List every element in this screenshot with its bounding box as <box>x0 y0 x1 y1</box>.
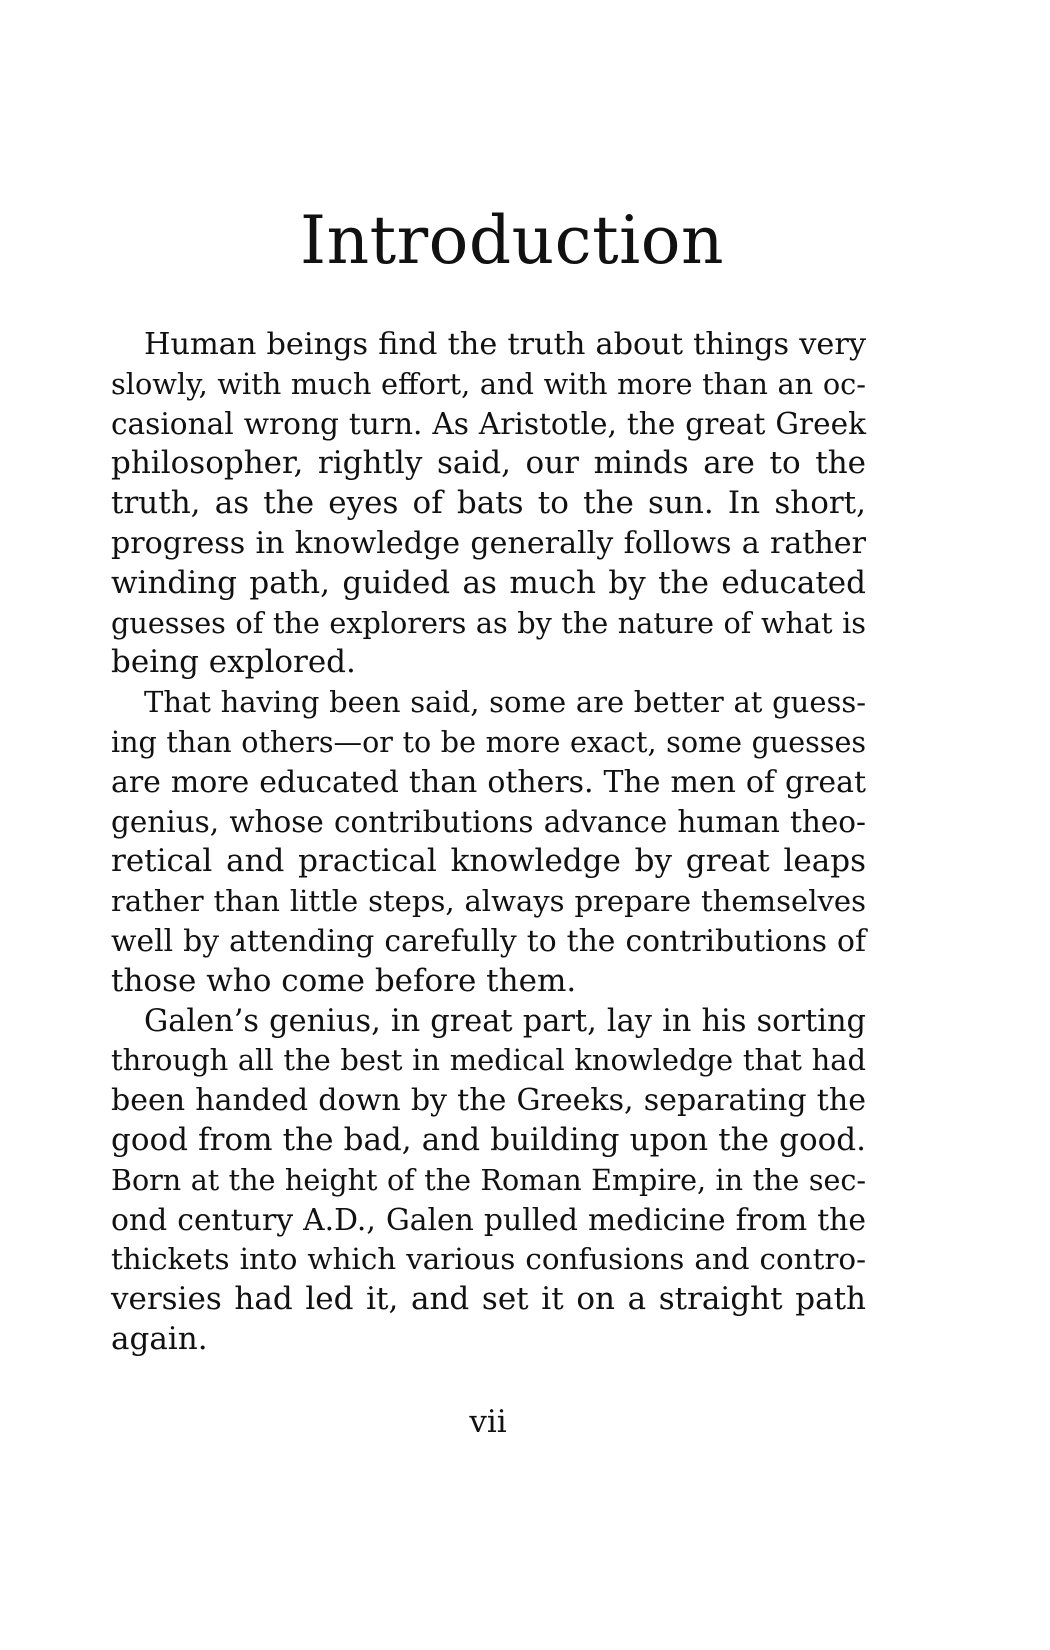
text-line: well by attending carefully to the contributions of <box>111 923 866 959</box>
text-line: Galen’s genius, in great part, lay in his sorting <box>144 1003 866 1039</box>
text-line: retical and practical knowledge by great leaps <box>111 843 866 880</box>
text-line: truth, as the eyes of bats to the sun. In short, <box>111 485 866 522</box>
text-line: winding path, guided as much by the educated <box>111 564 866 601</box>
page-title: Introduction <box>300 202 724 279</box>
text-line: philosopher, rightly said, our minds are to the <box>111 445 866 482</box>
text-line: guesses of the explorers as by the nature of what is <box>111 605 866 640</box>
text-line: Human beings find the truth about things very <box>144 327 866 362</box>
body-text <box>111 325 866 1360</box>
text-line: ing than others—or to be more exact, some guesses <box>111 724 866 759</box>
text-line: progress in knowledge generally follows a rather <box>111 525 866 561</box>
text-line: versies had led it, and set it on a straight path <box>111 1281 866 1318</box>
text-line: casional wrong turn. As Aristotle, the great Greek <box>111 406 866 441</box>
text-line: slowly, with much effort, and with more than an oc- <box>111 366 866 401</box>
text-line: Born at the height of the Roman Empire, in the sec- <box>111 1162 866 1197</box>
text-line: thickets into which various confusions and contro- <box>111 1242 866 1277</box>
paragraph-3 <box>111 1002 866 1360</box>
text-line: are more educated than others. The men of great <box>111 764 866 800</box>
text-line: being explored. <box>111 644 356 681</box>
paragraph-1 <box>111 325 866 683</box>
paragraph-2 <box>111 683 866 1001</box>
text-line: good from the bad, and building upon the good. <box>111 1121 866 1158</box>
text-line: ond century A.D., Galen pulled medicine from the <box>111 1202 866 1238</box>
text-line: rather than little steps, always prepare themselves <box>111 884 866 919</box>
text-line: genius, whose contributions advance human theo- <box>111 804 866 839</box>
page-number: vii <box>469 1404 507 1440</box>
text-line: That having been said, some are better at guess- <box>144 685 866 720</box>
text-line: been handed down by the Greeks, separating the <box>111 1083 866 1119</box>
text-line: those who come before them. <box>111 962 577 999</box>
text-line: again. <box>111 1320 208 1357</box>
text-line: through all the best in medical knowledge that had <box>111 1043 866 1078</box>
